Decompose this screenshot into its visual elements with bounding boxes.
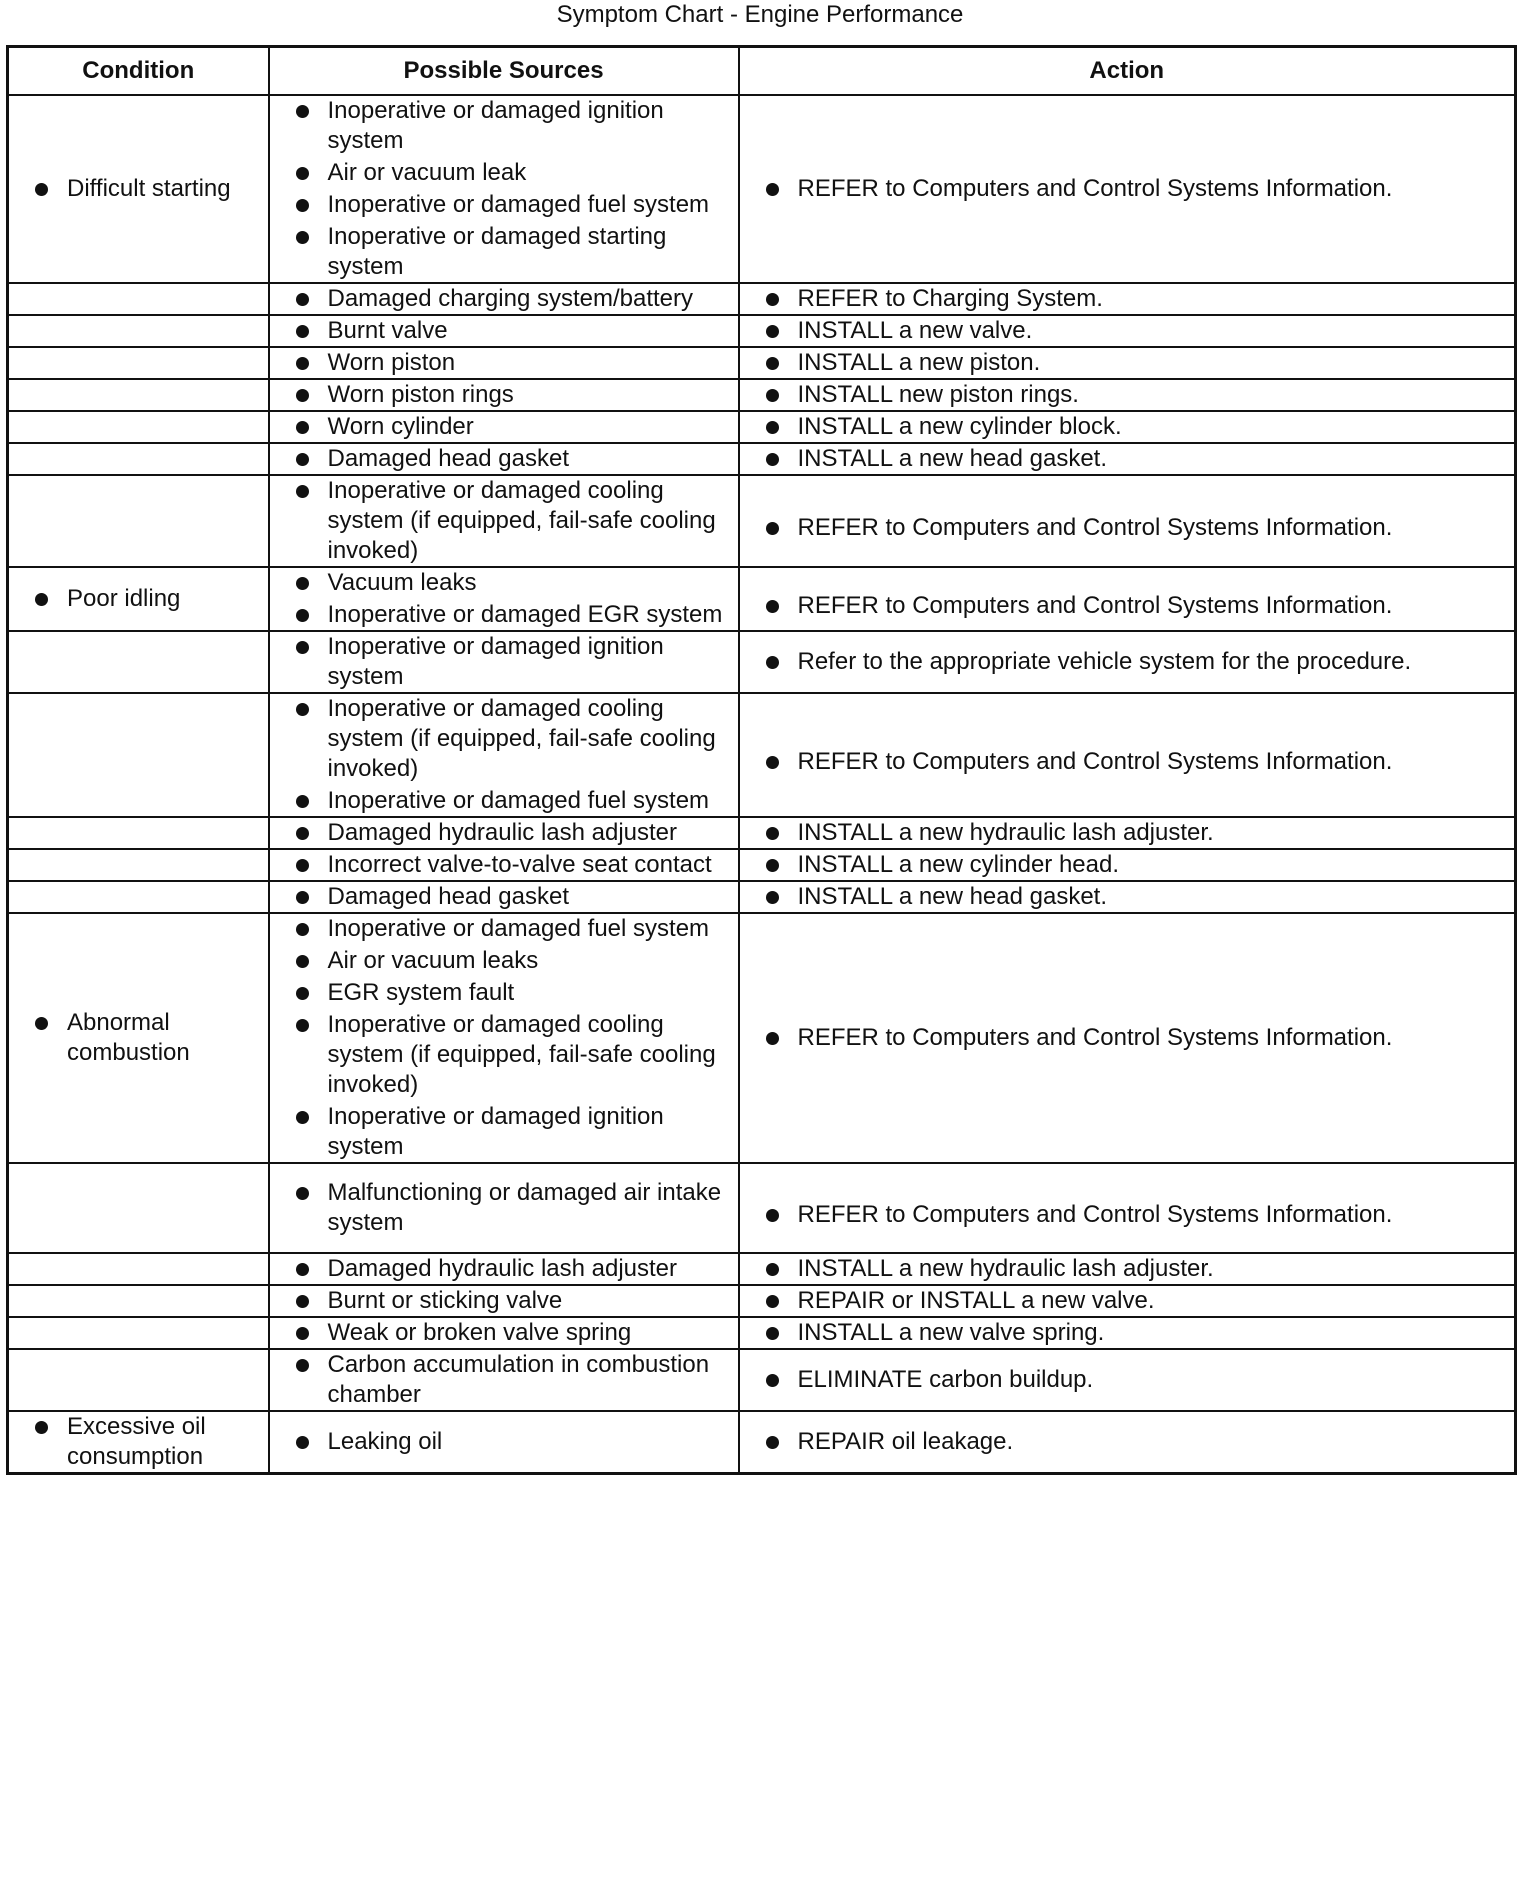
table-row [8, 1317, 1516, 1349]
action-list [740, 733, 1515, 777]
sources-list [270, 632, 738, 692]
action-cell [739, 1349, 1516, 1411]
action-text: REFER to Charging System. [740, 284, 1515, 314]
action-text: INSTALL a new hydraulic lash adjuster. [740, 1254, 1515, 1284]
condition-cell [8, 1349, 269, 1411]
action-list [740, 284, 1515, 314]
sources-list [270, 476, 738, 566]
table-body [8, 95, 1516, 1474]
action-cell [739, 693, 1516, 817]
sources-list [270, 96, 738, 282]
source-item: Leaking oil [270, 1427, 738, 1457]
condition-cell [8, 347, 269, 379]
source-item: EGR system fault [270, 978, 738, 1008]
possible-sources-cell [269, 817, 739, 849]
possible-sources-cell [269, 283, 739, 315]
table-row [8, 315, 1516, 347]
sources-list [270, 444, 738, 474]
source-item: Worn piston [270, 348, 738, 378]
action-cell [739, 411, 1516, 443]
possible-sources-cell [269, 95, 739, 283]
source-item: Inoperative or damaged cooling system (if equipped, fail-safe cooling invoked) [270, 476, 738, 566]
table-row [8, 567, 1516, 631]
action-text: INSTALL a new valve spring. [740, 1318, 1515, 1348]
action-text: INSTALL a new piston. [740, 348, 1515, 378]
action-cell [739, 379, 1516, 411]
possible-sources-cell [269, 913, 739, 1163]
table-row [8, 475, 1516, 567]
action-text: INSTALL a new head gasket. [740, 444, 1515, 474]
action-cell [739, 881, 1516, 913]
condition-cell [8, 1253, 269, 1285]
table-row [8, 849, 1516, 881]
condition-text: Excessive oil consumption [9, 1412, 268, 1472]
condition-cell [8, 95, 269, 283]
sources-list [270, 818, 738, 848]
condition-cell [8, 315, 269, 347]
sources-list [270, 380, 738, 410]
condition-list [9, 1008, 268, 1068]
action-list [740, 1254, 1515, 1284]
sources-list [270, 1178, 738, 1238]
condition-list [9, 1412, 268, 1472]
action-list [740, 1365, 1515, 1395]
possible-sources-cell [269, 849, 739, 881]
sources-list [270, 284, 738, 314]
action-text: REFER to Computers and Control Systems Information. [740, 591, 1515, 621]
possible-sources-cell [269, 631, 739, 693]
condition-cell [8, 411, 269, 443]
condition-text: Abnormal combustion [9, 1008, 268, 1068]
header-action: Action [739, 47, 1516, 96]
action-cell [739, 443, 1516, 475]
action-text: INSTALL a new cylinder block. [740, 412, 1515, 442]
action-cell [739, 1285, 1516, 1317]
action-text: REFER to Computers and Control Systems Information. [740, 174, 1515, 204]
action-text: INSTALL a new hydraulic lash adjuster. [740, 818, 1515, 848]
table-row [8, 913, 1516, 1163]
source-item: Inoperative or damaged ignition system [270, 96, 738, 156]
sources-list [270, 1350, 738, 1410]
sources-list [270, 850, 738, 880]
condition-list [9, 174, 268, 204]
sources-list [270, 1254, 738, 1284]
action-list [740, 577, 1515, 621]
action-list [740, 850, 1515, 880]
condition-cell [8, 1163, 269, 1253]
condition-cell [8, 443, 269, 475]
action-cell [739, 1253, 1516, 1285]
action-text: REFER to Computers and Control Systems Information. [740, 1023, 1515, 1053]
header-row [8, 47, 1516, 96]
action-list [740, 444, 1515, 474]
condition-cell [8, 817, 269, 849]
action-list [740, 647, 1515, 677]
source-item: Damaged charging system/battery [270, 284, 738, 314]
sources-list [270, 1427, 738, 1457]
source-item: Worn cylinder [270, 412, 738, 442]
source-item: Air or vacuum leak [270, 158, 738, 188]
condition-cell [8, 631, 269, 693]
table-row [8, 95, 1516, 283]
possible-sources-cell [269, 443, 739, 475]
table-row [8, 283, 1516, 315]
table-row [8, 443, 1516, 475]
action-list [740, 1286, 1515, 1316]
header-possible-sources: Possible Sources [269, 47, 739, 96]
action-list [740, 1186, 1515, 1230]
possible-sources-cell [269, 411, 739, 443]
condition-cell [8, 1411, 269, 1474]
condition-cell [8, 567, 269, 631]
sources-list [270, 882, 738, 912]
source-item: Inoperative or damaged cooling system (if equipped, fail-safe cooling invoked) [270, 694, 738, 784]
sources-list [270, 914, 738, 1162]
condition-cell [8, 1317, 269, 1349]
condition-cell [8, 1285, 269, 1317]
header-condition: Condition [8, 47, 269, 96]
source-item: Weak or broken valve spring [270, 1318, 738, 1348]
action-text: INSTALL new piston rings. [740, 380, 1515, 410]
table-row [8, 1163, 1516, 1253]
source-item: Inoperative or damaged starting system [270, 222, 738, 282]
possible-sources-cell [269, 1163, 739, 1253]
action-list [740, 1023, 1515, 1053]
source-item: Carbon accumulation in combustion chamber [270, 1350, 738, 1410]
action-text: REPAIR or INSTALL a new valve. [740, 1286, 1515, 1316]
source-item: Inoperative or damaged EGR system [270, 600, 738, 630]
condition-text: Poor idling [9, 584, 268, 614]
source-item: Damaged hydraulic lash adjuster [270, 818, 738, 848]
source-item: Vacuum leaks [270, 568, 738, 598]
source-item: Worn piston rings [270, 380, 738, 410]
action-text: REFER to Computers and Control Systems Information. [740, 747, 1515, 777]
sources-list [270, 1318, 738, 1348]
source-item: Burnt or sticking valve [270, 1286, 738, 1316]
table-row [8, 881, 1516, 913]
source-item: Damaged head gasket [270, 444, 738, 474]
condition-cell [8, 283, 269, 315]
condition-cell [8, 913, 269, 1163]
table-row [8, 411, 1516, 443]
action-cell [739, 347, 1516, 379]
sources-list [270, 568, 738, 630]
condition-list [9, 584, 268, 614]
table-row [8, 1349, 1516, 1411]
source-item: Inoperative or damaged cooling system (if equipped, fail-safe cooling invoked) [270, 1010, 738, 1100]
source-item: Inoperative or damaged fuel system [270, 914, 738, 944]
table-row [8, 817, 1516, 849]
sources-list [270, 694, 738, 816]
action-text: REFER to Computers and Control Systems Information. [740, 1200, 1515, 1230]
action-cell [739, 567, 1516, 631]
condition-cell [8, 849, 269, 881]
possible-sources-cell [269, 1253, 739, 1285]
possible-sources-cell [269, 347, 739, 379]
possible-sources-cell [269, 379, 739, 411]
possible-sources-cell [269, 881, 739, 913]
source-item: Inoperative or damaged ignition system [270, 632, 738, 692]
sources-list [270, 348, 738, 378]
action-cell [739, 315, 1516, 347]
source-item: Inoperative or damaged fuel system [270, 786, 738, 816]
possible-sources-cell [269, 1411, 739, 1474]
possible-sources-cell [269, 1285, 739, 1317]
action-cell [739, 817, 1516, 849]
action-list [740, 1427, 1515, 1457]
action-cell [739, 631, 1516, 693]
table-row [8, 347, 1516, 379]
action-list [740, 174, 1515, 204]
action-list [740, 348, 1515, 378]
source-item: Damaged head gasket [270, 882, 738, 912]
action-text: INSTALL a new valve. [740, 316, 1515, 346]
action-list [740, 499, 1515, 543]
table-row [8, 631, 1516, 693]
table-row [8, 693, 1516, 817]
table-row [8, 379, 1516, 411]
action-list [740, 1318, 1515, 1348]
source-item: Incorrect valve-to-valve seat contact [270, 850, 738, 880]
source-item: Inoperative or damaged ignition system [270, 1102, 738, 1162]
possible-sources-cell [269, 567, 739, 631]
action-text: INSTALL a new cylinder head. [740, 850, 1515, 880]
possible-sources-cell [269, 1349, 739, 1411]
symptom-chart-table [6, 45, 1517, 1475]
sources-list [270, 412, 738, 442]
action-text: REPAIR oil leakage. [740, 1427, 1515, 1457]
action-text: Refer to the appropriate vehicle system for the procedure. [740, 647, 1515, 677]
source-item: Damaged hydraulic lash adjuster [270, 1254, 738, 1284]
action-text: INSTALL a new head gasket. [740, 882, 1515, 912]
condition-cell [8, 693, 269, 817]
action-list [740, 412, 1515, 442]
action-text: REFER to Computers and Control Systems Information. [740, 513, 1515, 543]
condition-text: Difficult starting [9, 174, 268, 204]
action-list [740, 882, 1515, 912]
action-text: ELIMINATE carbon buildup. [740, 1365, 1515, 1395]
condition-cell [8, 881, 269, 913]
sources-list [270, 1286, 738, 1316]
action-cell [739, 283, 1516, 315]
action-cell [739, 1317, 1516, 1349]
condition-cell [8, 475, 269, 567]
page-title: Symptom Chart - Engine Performance [556, 1, 964, 28]
source-item: Air or vacuum leaks [270, 946, 738, 976]
possible-sources-cell [269, 315, 739, 347]
action-list [740, 316, 1515, 346]
sources-list [270, 316, 738, 346]
source-item: Malfunctioning or damaged air intake system [270, 1178, 738, 1238]
action-list [740, 380, 1515, 410]
action-cell [739, 849, 1516, 881]
action-list [740, 818, 1515, 848]
action-cell [739, 1163, 1516, 1253]
source-item: Burnt valve [270, 316, 738, 346]
action-cell [739, 913, 1516, 1163]
action-cell [739, 95, 1516, 283]
possible-sources-cell [269, 475, 739, 567]
possible-sources-cell [269, 1317, 739, 1349]
source-item: Inoperative or damaged fuel system [270, 190, 738, 220]
action-cell [739, 475, 1516, 567]
table-row [8, 1285, 1516, 1317]
action-cell [739, 1411, 1516, 1474]
table-row [8, 1253, 1516, 1285]
condition-cell [8, 379, 269, 411]
table-row [8, 1411, 1516, 1474]
possible-sources-cell [269, 693, 739, 817]
